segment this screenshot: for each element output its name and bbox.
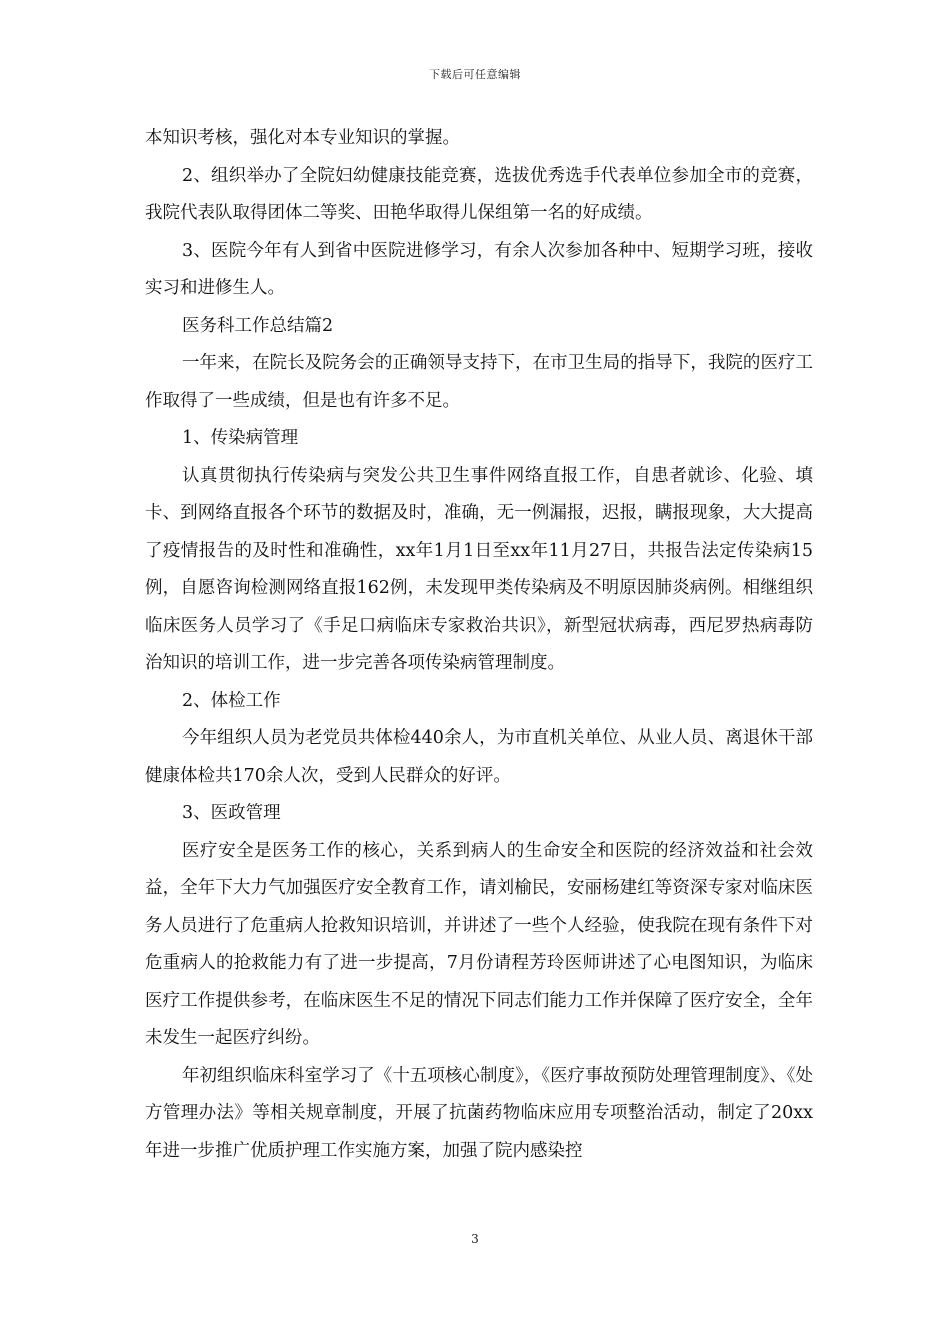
- section-heading: 3、医政管理: [182, 803, 281, 823]
- paragraph: 2、组织举办了全院妇幼健康技能竞赛，选拔优秀选手代表单位参加全市的竞赛，我院代表队取得团体二等奖、田艳华取得儿保组第一名的好成绩。: [145, 165, 813, 223]
- section-heading: 1、传染病管理: [182, 428, 299, 448]
- paragraph: 今年组织人员为老党员共体检440余人，为市直机关单位、从业人员、离退休干部健康体检共170余人次，受到人民群众的好评。: [145, 728, 813, 786]
- section-title: 医务科工作总结篇2: [182, 315, 334, 336]
- paragraph: 年初组织临床科室学习了《十五项核心制度》，《医疗事故预防处理管理制度》、《处方管理办法》等相关规章制度，开展了抗菌药物临床应用专项整治活动，制定了20xx年进一步推广优质护理工作实施方案，加强了院内感染控: [145, 1065, 813, 1161]
- paragraph: 3、医院今年有人到省中医院进修学习，有余人次参加各种中、短期学习班，接收实习和进修生人。: [145, 240, 813, 298]
- document-body: [145, 120, 813, 1170]
- paragraph: 医疗安全是医务工作的核心，关系到病人的生命安全和医院的经济效益和社会效益，全年下大力气加强医疗安全教育工作，请刘榆民，安丽杨建红等资深专家对临床医务人员进行了危重病人抢救知识培训，并讲述了一些个人经验，使我院在现有条件下对危重病人的抢救能力有了进一步提高，7月份请程芳玲医师讲述了心电图知识，为临床医疗工作提供参考，在临床医生不足的情况下同志们能力工作并保障了医疗安全，全年未发生一起医疗纠纷。: [145, 840, 813, 1048]
- paragraph: 本知识考核，强化对本专业知识的掌握。: [145, 128, 460, 148]
- paragraph: 一年来，在院长及院务会的正确领导支持下，在市卫生局的指导下，我院的医疗工作取得了一些成绩，但是也有许多不足。: [145, 353, 813, 411]
- page-header: 下载后可任意编辑: [429, 68, 521, 81]
- section-heading: 2、体检工作: [182, 690, 281, 711]
- page-number: 3: [471, 1232, 479, 1246]
- paragraph: 认真贯彻执行传染病与突发公共卫生事件网络直报工作，自患者就诊、化验、填卡、到网络直报各个环节的数据及时，准确，无一例漏报，迟报，瞒报现象，大大提高了疫情报告的及时性和准确性，xx年1月1日至xx年11月27日，共报告法定传染病15例，自愿咨询检测网络直报162例，未发现甲类传染病及不明原因肺炎病例。相继组织临床医务人员学习了《手足口病临床专家救治共识》，新型冠状病毒，西尼罗热病毒防治知识的培训工作，进一步完善各项传染病管理制度。: [145, 465, 813, 673]
